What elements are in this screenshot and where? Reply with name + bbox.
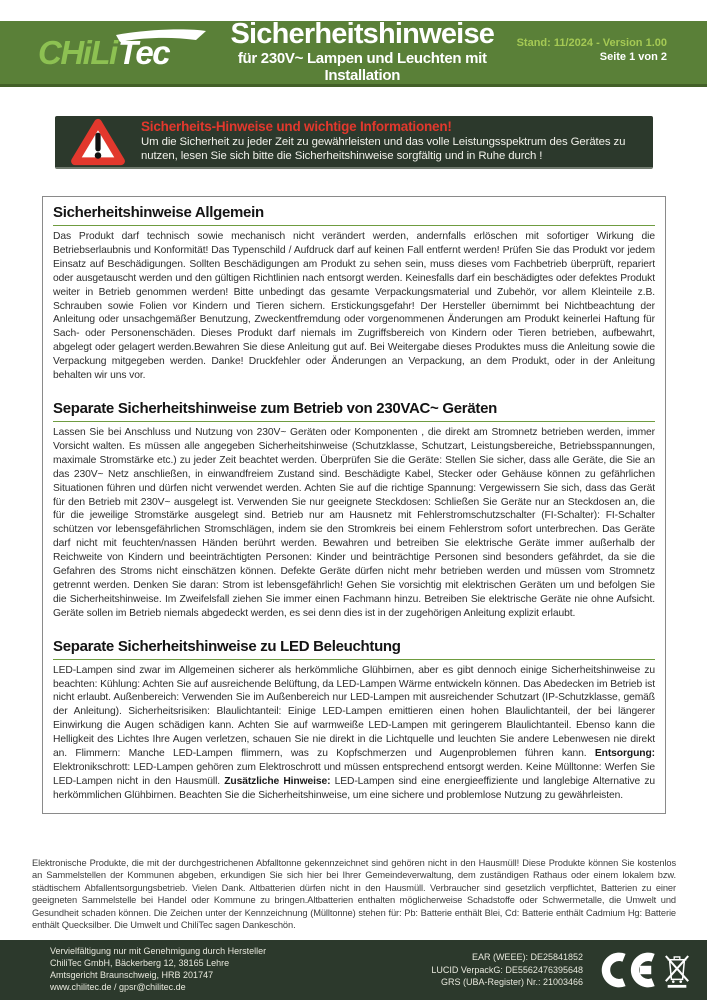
footer-line-copyright: Vervielfältigung nur mit Genehmigung durch Hersteller: [50, 946, 267, 957]
section-general: [53, 203, 655, 383]
page-number-label: Seite 1 von 2: [599, 50, 667, 63]
footer-line-address: ChiliTec GmbH, Bäckerberg 12, 38165 Lehre: [50, 958, 230, 969]
header-title-block: [208, 19, 517, 84]
led-body-bold-zusaetzlich: Zusätzliche Hinweise:: [224, 775, 331, 787]
section-general-heading: Sicherheitshinweise Allgemein: [53, 203, 655, 226]
chilitec-logo: [36, 26, 208, 79]
content-box: [42, 196, 666, 814]
footer-line-weee: EAR (WEEE): DE25841852: [471, 952, 583, 963]
footer-line-grs: GRS (UBA-Register) Nr.: 21003466: [440, 977, 583, 988]
warning-body: Um die Sicherheit zu jeder Zeit zu gewährleisten und das volle Leistungsspektrum des Gerätes zu nutzen, lesen Sie sich bitte die Sicherheitshinweise sorgfältig und in Ruhe durch !: [141, 136, 626, 162]
chilitec-logo-icon: [36, 26, 208, 74]
led-body-bold-entsorgung: Entsorgung:: [594, 748, 655, 760]
logo-text-chili: CHiLi: [38, 34, 117, 71]
page-subtitle: für 230V~ Lampen und Leuchten mit Installation: [237, 50, 487, 84]
header-meta-block: [517, 36, 667, 64]
section-230vac-heading: Separate Sicherheitshinweise zum Betrieb von 230VAC~ Geräten: [53, 399, 655, 422]
footer-line-court: Amtsgericht Braunschweig, HRB 201747: [50, 970, 214, 980]
warning-title: Sicherheits-Hinweise und wichtige Informationen!: [141, 119, 452, 135]
header-bar: [0, 18, 707, 87]
section-led-body: [53, 664, 655, 803]
footer-bar: [0, 940, 707, 1000]
warning-triangle-icon: [69, 117, 127, 167]
led-body-part3: LED-Lampen sind eine energieeffiziente und langlebige Alternative zu herkömmlichen Glühbirnen. Beachten Sie die Sicherheitshinweise, um eine sichere und problemlose Nutzung zu gewährleisten.: [53, 775, 655, 801]
section-general-body: Das Produkt darf technisch sowie mechanisch nicht verändert werden, andernfalls erlöschen mit sofortiger Wirkung die Betriebserlaubnis und Konformität! Das Typenschild / Aufdruck darf auf keinen Fall entfernt werden! Prüfen Sie das Produkt vor jedem Einsatz auf Beschädigungen. Sollten Beschädigungen am Produkt zu sehen sein, muss dieses vom Fachbetrieb überprüft, repariert oder ausgetauscht werden und den gültigen Richtlinien nach entsorgt werden. Keinesfalls darf ein beschädigtes oder defektes Produkt weiter in Betrieb genommen werden! Bitte unbedingt das gesamte Verpackungsmaterial und Zubehör, vor allem Kleinteile z.B. Schrauben sowie Folien vor Kindern und Tieren sichern. Erstickungsgefahr! Der Hersteller übernimmt bei Nichtbeachtung der Anleitung oder unsachgemäßer Benutzung, Zweckentfremdung oder vorgenommenen Änderungen am Produkt keinerlei Haftung für Sach- oder Personenschäden. Dieses Produkt darf niemals im Zugriffsbereich von Kindern oder Tieren betrieben, aufbewahrt, abgelegt oder gelagert werden.Bewahren Sie diese Anleitung gut auf. Bei Weitergabe dieses Produktes muss die Anleitung sowie die Verpackung mitgegeben werden. Danke! Druckfehler oder Änderungen an Verpackung, an dem Produkt, oder in der Anleitung behalten wir uns vor.: [53, 231, 655, 382]
section-led-heading: Separate Sicherheitshinweise zu LED Beleuchtung: [53, 637, 655, 660]
footer-company-block: [50, 946, 266, 993]
footer-registry-block: [431, 951, 583, 989]
footer-line-lucid: LUCID VerpackG: DE5562476395648: [431, 964, 583, 975]
warning-text-block: [141, 119, 641, 163]
logo-text-tec: Tec: [118, 34, 170, 71]
section-led: [53, 637, 655, 803]
ce-mark-icon: [593, 950, 655, 990]
led-body-part2: Elektronikschrott: LED-Lampen gehören zum Elektroschrott und müssen entsprechend entsorgt werden. Keine Mülltonne: Werfen Sie LED-Lampen nicht in den Hausmüll.: [53, 762, 655, 787]
warning-banner: [55, 116, 653, 169]
footer-line-website: www.chilitec.de / gpsr@chilitec.de: [50, 981, 186, 992]
weee-crossed-bin-icon: [663, 949, 691, 991]
section-230vac: [53, 399, 655, 621]
led-body-part1: LED-Lampen sind zwar im Allgemeinen sicherer als herkömmliche Glühbirnen, aber es gibt dennoch einige Sicherheitshinweise zu beachten: Kühlung: Achten Sie auf ausreichende Belüftung, da LED-Lampen Wärme entwickeln können. Das Abedecken im Betrieb ist nicht erlaubt. Außenbereich: Verwenden Sie im Außenbereich nur LED-Lampen mit ausreichender Schutzart (IP-Schutzklasse, gemäß der Anleitung). Sicherheitsrisiken: Blaulichtanteil: Einige LED-Lampen emittieren einen hohen Blaulichtanteil, der bei längerer Einwirkung die Augen schädigen kann. Achten Sie auf warmweiße LED-Lampen mit geringerem Blaulichtanteil. Ebenso kann die Helligkeit des Lichtes Ihre Augen verletzen, schauen Sie nie direkt in die Lichtquelle und leuchten Sie andere Lebenwesen nie direkt an. Flimmern: Manche LED-Lampen flimmern, was zu Kopfschmerzen und Augenproblemen führen kann.: [53, 664, 655, 760]
disposal-note: Elektronische Produkte, die mit der durchgestrichenen Abfalltonne gekennzeichnet sind gehören nicht in den Hausmüll! Diese Produkte können Sie kostenlos an Sammelstellen der Kommunen abgeben, erkundigen Sie sich hier bei Ihrer Gemeindeverwaltung, dem zuständigen Rathaus oder einem lokalem bzw. städtischem Abfallentsorgungsbetrieb. Vielen Dank. Altbatterien dürfen nicht in den Hausmüll. Verbraucher sind gesetzlich verpflichtet, Batterien zu einer geeigneten Sammelstelle bei Handel oder Kommune zu bringen.Altbatterien enthalten möglicherweise Schadstoffe oder Schwermetalle, die Umwelt und Gesundheit schaden können. Die Zeichen unter der Kennzeichnung (Mülltonne) stehen für: Pb: Batterie enthält Blei, Cd: Batterie enthält Cadmium Hg: Batterie enthält Quecksilber. Die Umwelt und ChiliTec sagen Dankeschön.: [32, 858, 676, 931]
version-label: Stand: 11/2024 - Version 1.00: [516, 36, 667, 49]
section-230vac-body: Lassen Sie bei Anschluss und Nutzung von 230V~ Geräten oder Komponenten , die direkt am Stromnetz betrieben werden, immer Vorsicht walten. Es müssen alle angegeben Sicherheitshinweise (Schutzklasse, Schutzart, Leistungsbereiche, Betriebsspannungen, maximale Stromstärke etc.) zu jeder Zeit beachtet werden. Überprüfen Sie die Geräte: Stellen Sie sicher, dass alle Geräte, die Sie an das 230V~ Netz anschließen, in einwandfreiem Zustand sind. Beschädigte Kabel, Stecker oder Gehäuse können zu gefährlichen Situationen führen und dürfen nicht verwendet werden. Achten Sie auf die richtige Spannung: Vergewissern Sie sich, dass das Gerät für den Betrieb mit 230V~ ausgelegt ist. Verwenden Sie nur geeignete Steckdosen: Schließen Sie Geräte nur an Steckdosen an, die für die jeweilige Stromstärke ausgelegt sind. Betrieb nur am Hausnetz mit Fehlerstromschutzschalter (FI-Schalter): FI-Schalter schützen vor lebensgefährlichen Stromschlägen, indem sie den Stromkreis bei einem Fehlerstrom sofort unterbrechen. Das Geräte darf nicht mit feuchten/nassen Händen berührt werden. Bewahren und betreiben Sie elektrische Geräte immer außerhalb der Reichweite von Kindern und beeinträchtigten Personen: Kinder und beinträchtige Personen sind besonders gefährdet, da sie die Gefahren des Stroms nicht einschätzen können. Defekte Geräte dürfen nicht mehr betrieben werden und müssen vom Stromnetz getrennt werden. Denken Sie daran: Strom ist lebensgefährlich! Gehen Sie vorsichtig mit elektrischen Geräten um und befolgen Sie die Sicherheitshinweise. Im Zweifelsfall ziehen Sie immer einen Fachmann hinzu. Betreiben Sie elektrische Geräte nie ohne Aufsicht. Geräte sollen im Betrieb niemals abgedeckt werden, es sei denn dies ist in der zugehörigen Anleitung explizit erlaubt.: [53, 426, 655, 619]
page-title: Sicherheitshinweise: [230, 18, 495, 50]
